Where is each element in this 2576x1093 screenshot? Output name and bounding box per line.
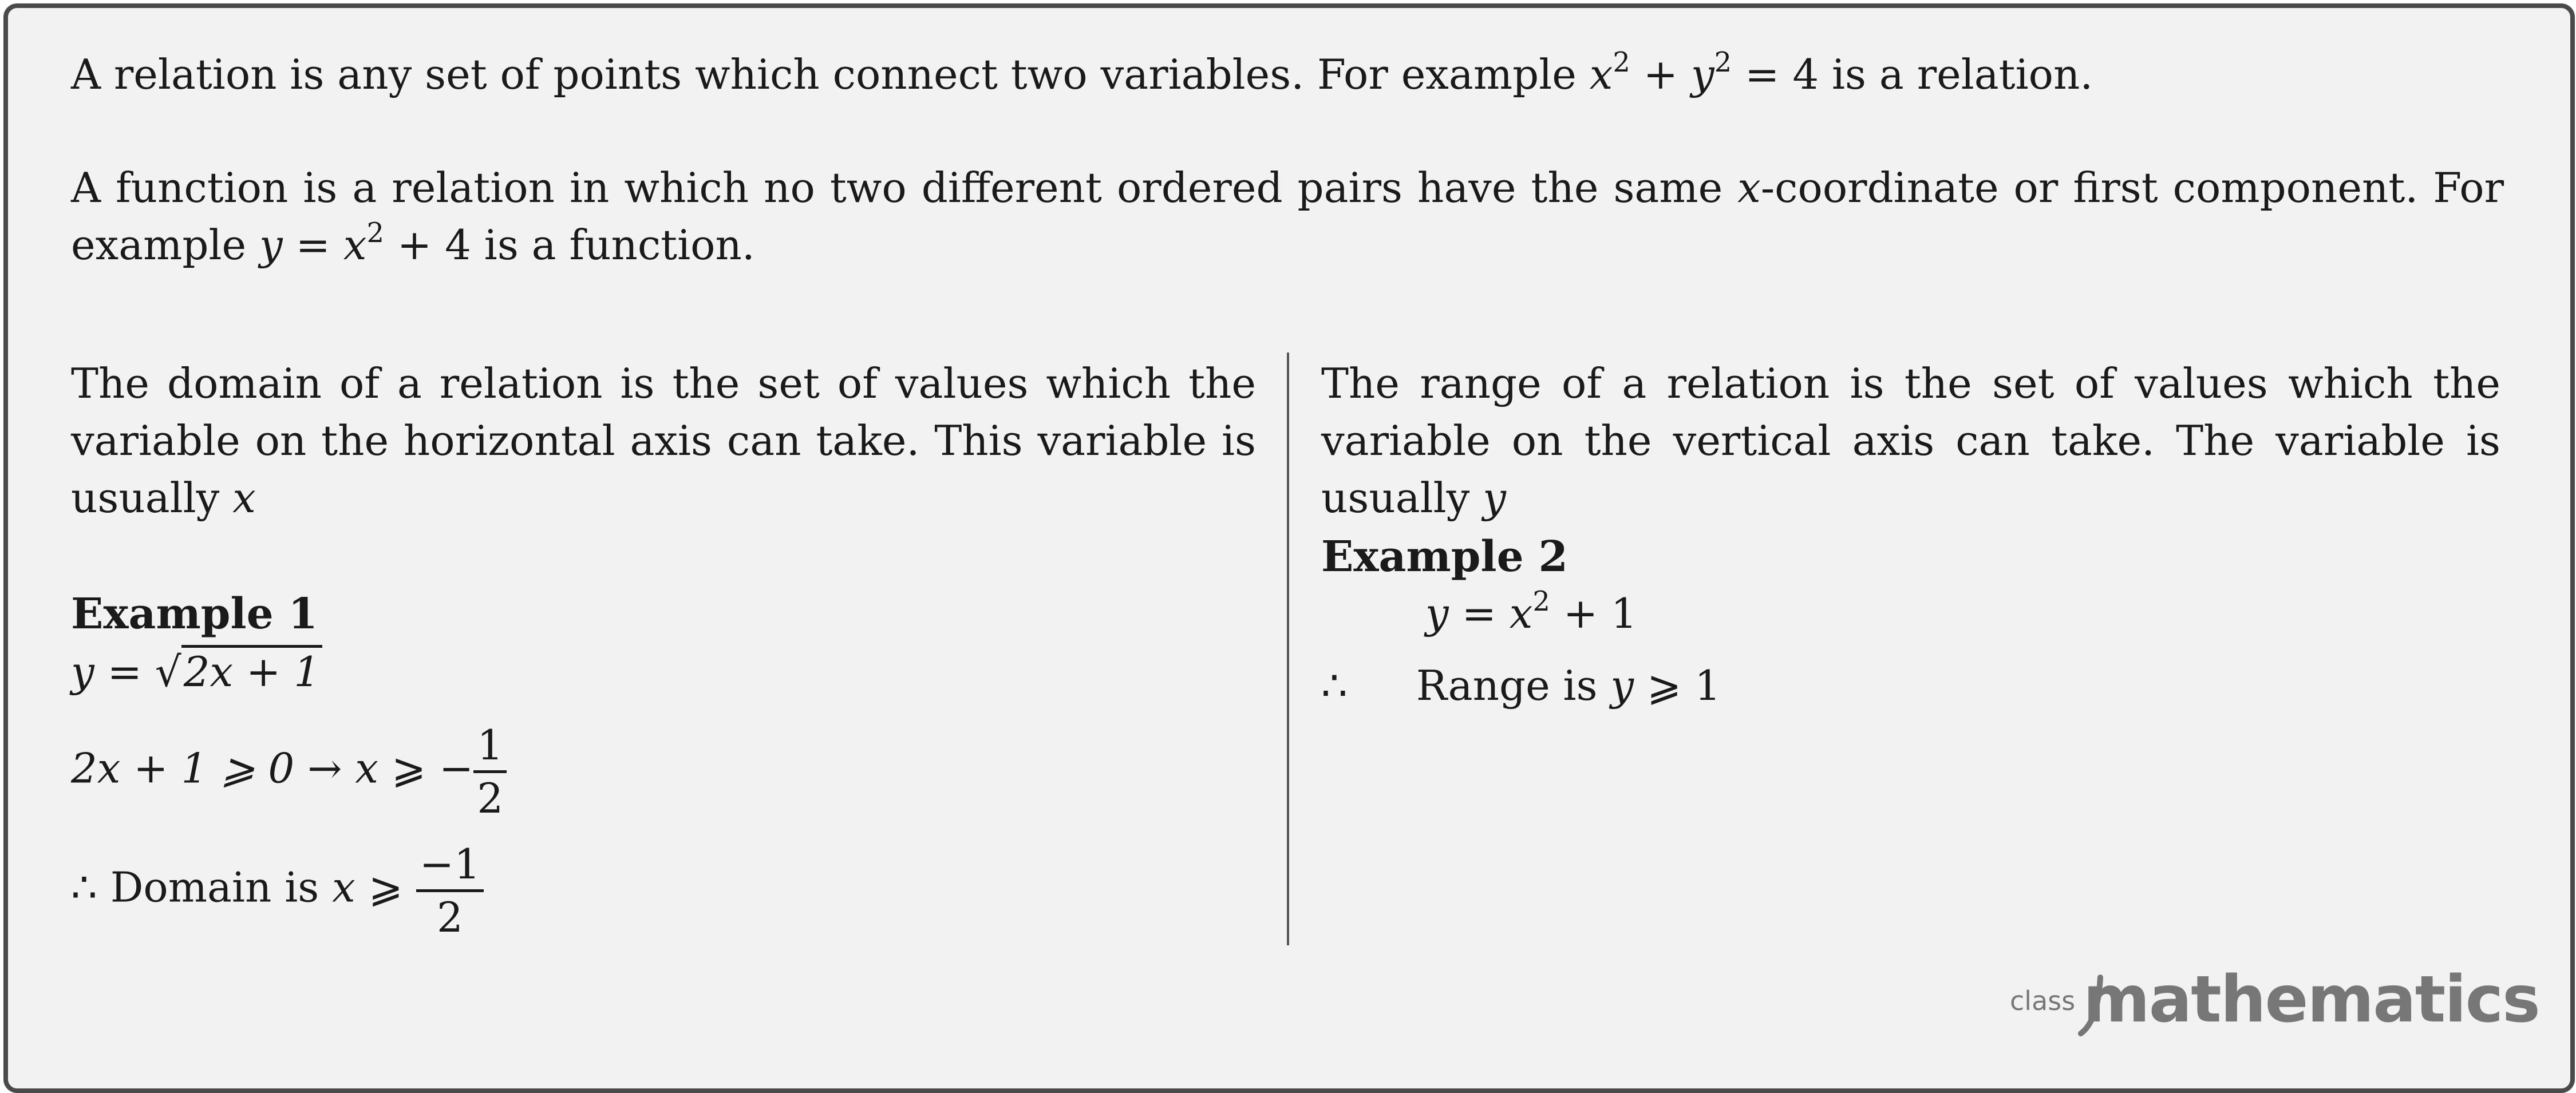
inequality-x: x — [355, 744, 378, 793]
function-end: is a function. — [471, 221, 755, 269]
domain-text: The domain of a relation is the set of values which the variable on the horizontal axis can take. This variable is usually — [71, 359, 1256, 522]
range-var: y — [1483, 474, 1506, 522]
inequality-lhs: 2x + 1 ⩾ 0 → — [71, 744, 355, 793]
fraction-numerator: −1 — [416, 839, 484, 892]
column-divider — [1287, 353, 1289, 945]
example-2-result — [1321, 657, 1721, 714]
therefore-icon: ∴ — [71, 863, 97, 912]
radical-sign-icon: √ — [155, 648, 181, 696]
function-definition — [71, 159, 2504, 274]
function-text: A function is a relation in which no two different ordered pairs have the same — [71, 164, 1738, 212]
example-1-equation — [71, 643, 322, 700]
eq1-y: y — [71, 648, 94, 696]
relation-end: is a relation. — [1819, 50, 2093, 98]
relation-equals: = 4 — [1732, 50, 1819, 98]
function-x: x — [1737, 164, 1761, 212]
relation-math-y: y — [1690, 50, 1714, 98]
range-result-y: y — [1610, 662, 1634, 710]
inequality-relation: ⩾ − — [378, 744, 474, 793]
therefore-icon: ∴ — [1321, 662, 1348, 710]
superscript: 2 — [1714, 46, 1732, 78]
range-definition — [1321, 355, 2500, 526]
domain-result-relation: ⩾ — [355, 863, 416, 912]
example-1-inequality — [71, 720, 507, 823]
fraction-neg-one-half — [416, 839, 484, 942]
logo-main-text: mathematics — [2083, 963, 2539, 1037]
fraction-denominator: 2 — [477, 774, 504, 822]
example-2-heading: Example 2 — [1321, 532, 1568, 581]
superscript: 2 — [1532, 585, 1550, 617]
range-result-relation: ⩾ 1 — [1634, 662, 1721, 710]
function-eq-y: y — [259, 221, 283, 269]
relation-text: A relation is any set of points which connect two variables. For example — [71, 50, 1590, 98]
range-text: The range of a relation is the set of values which the variable on the vertical axis can take. The variable is usually — [1321, 359, 2500, 522]
class-mathematics-logo — [2006, 963, 2539, 1037]
domain-var: x — [232, 474, 256, 522]
logo-class-text: class — [2010, 985, 2076, 1016]
relation-definition — [71, 46, 2504, 103]
eq1-equals: = — [94, 648, 155, 696]
domain-result-x: x — [332, 863, 355, 912]
eq2-y: y — [1425, 589, 1449, 637]
fraction-denominator: 2 — [437, 893, 463, 941]
domain-definition — [71, 355, 1256, 526]
superscript: 2 — [1613, 46, 1630, 78]
example-1-result — [71, 839, 484, 942]
radicand: 2x + 1 — [181, 645, 322, 696]
range-result-label: Range is — [1416, 662, 1611, 710]
relation-math-x: x — [1589, 50, 1613, 98]
square-root — [155, 643, 322, 700]
function-eq-x: x — [343, 221, 367, 269]
relation-plus: + — [1630, 50, 1691, 98]
superscript: 2 — [366, 217, 384, 249]
function-eq-rest: + 4 — [384, 221, 471, 269]
fraction-numerator: 1 — [473, 720, 507, 773]
function-eq-equals: = — [282, 221, 343, 269]
fraction-one-half — [473, 720, 507, 823]
eq2-equals: = — [1448, 589, 1510, 637]
eq2-x: x — [1509, 589, 1533, 637]
example-2-equation — [1425, 585, 1637, 642]
example-1-heading: Example 1 — [71, 589, 318, 639]
domain-result-label: Domain is — [97, 863, 333, 912]
eq2-rest: + 1 — [1550, 589, 1637, 637]
function-text-continued: -coordinate or first component. For example — [71, 164, 2504, 269]
